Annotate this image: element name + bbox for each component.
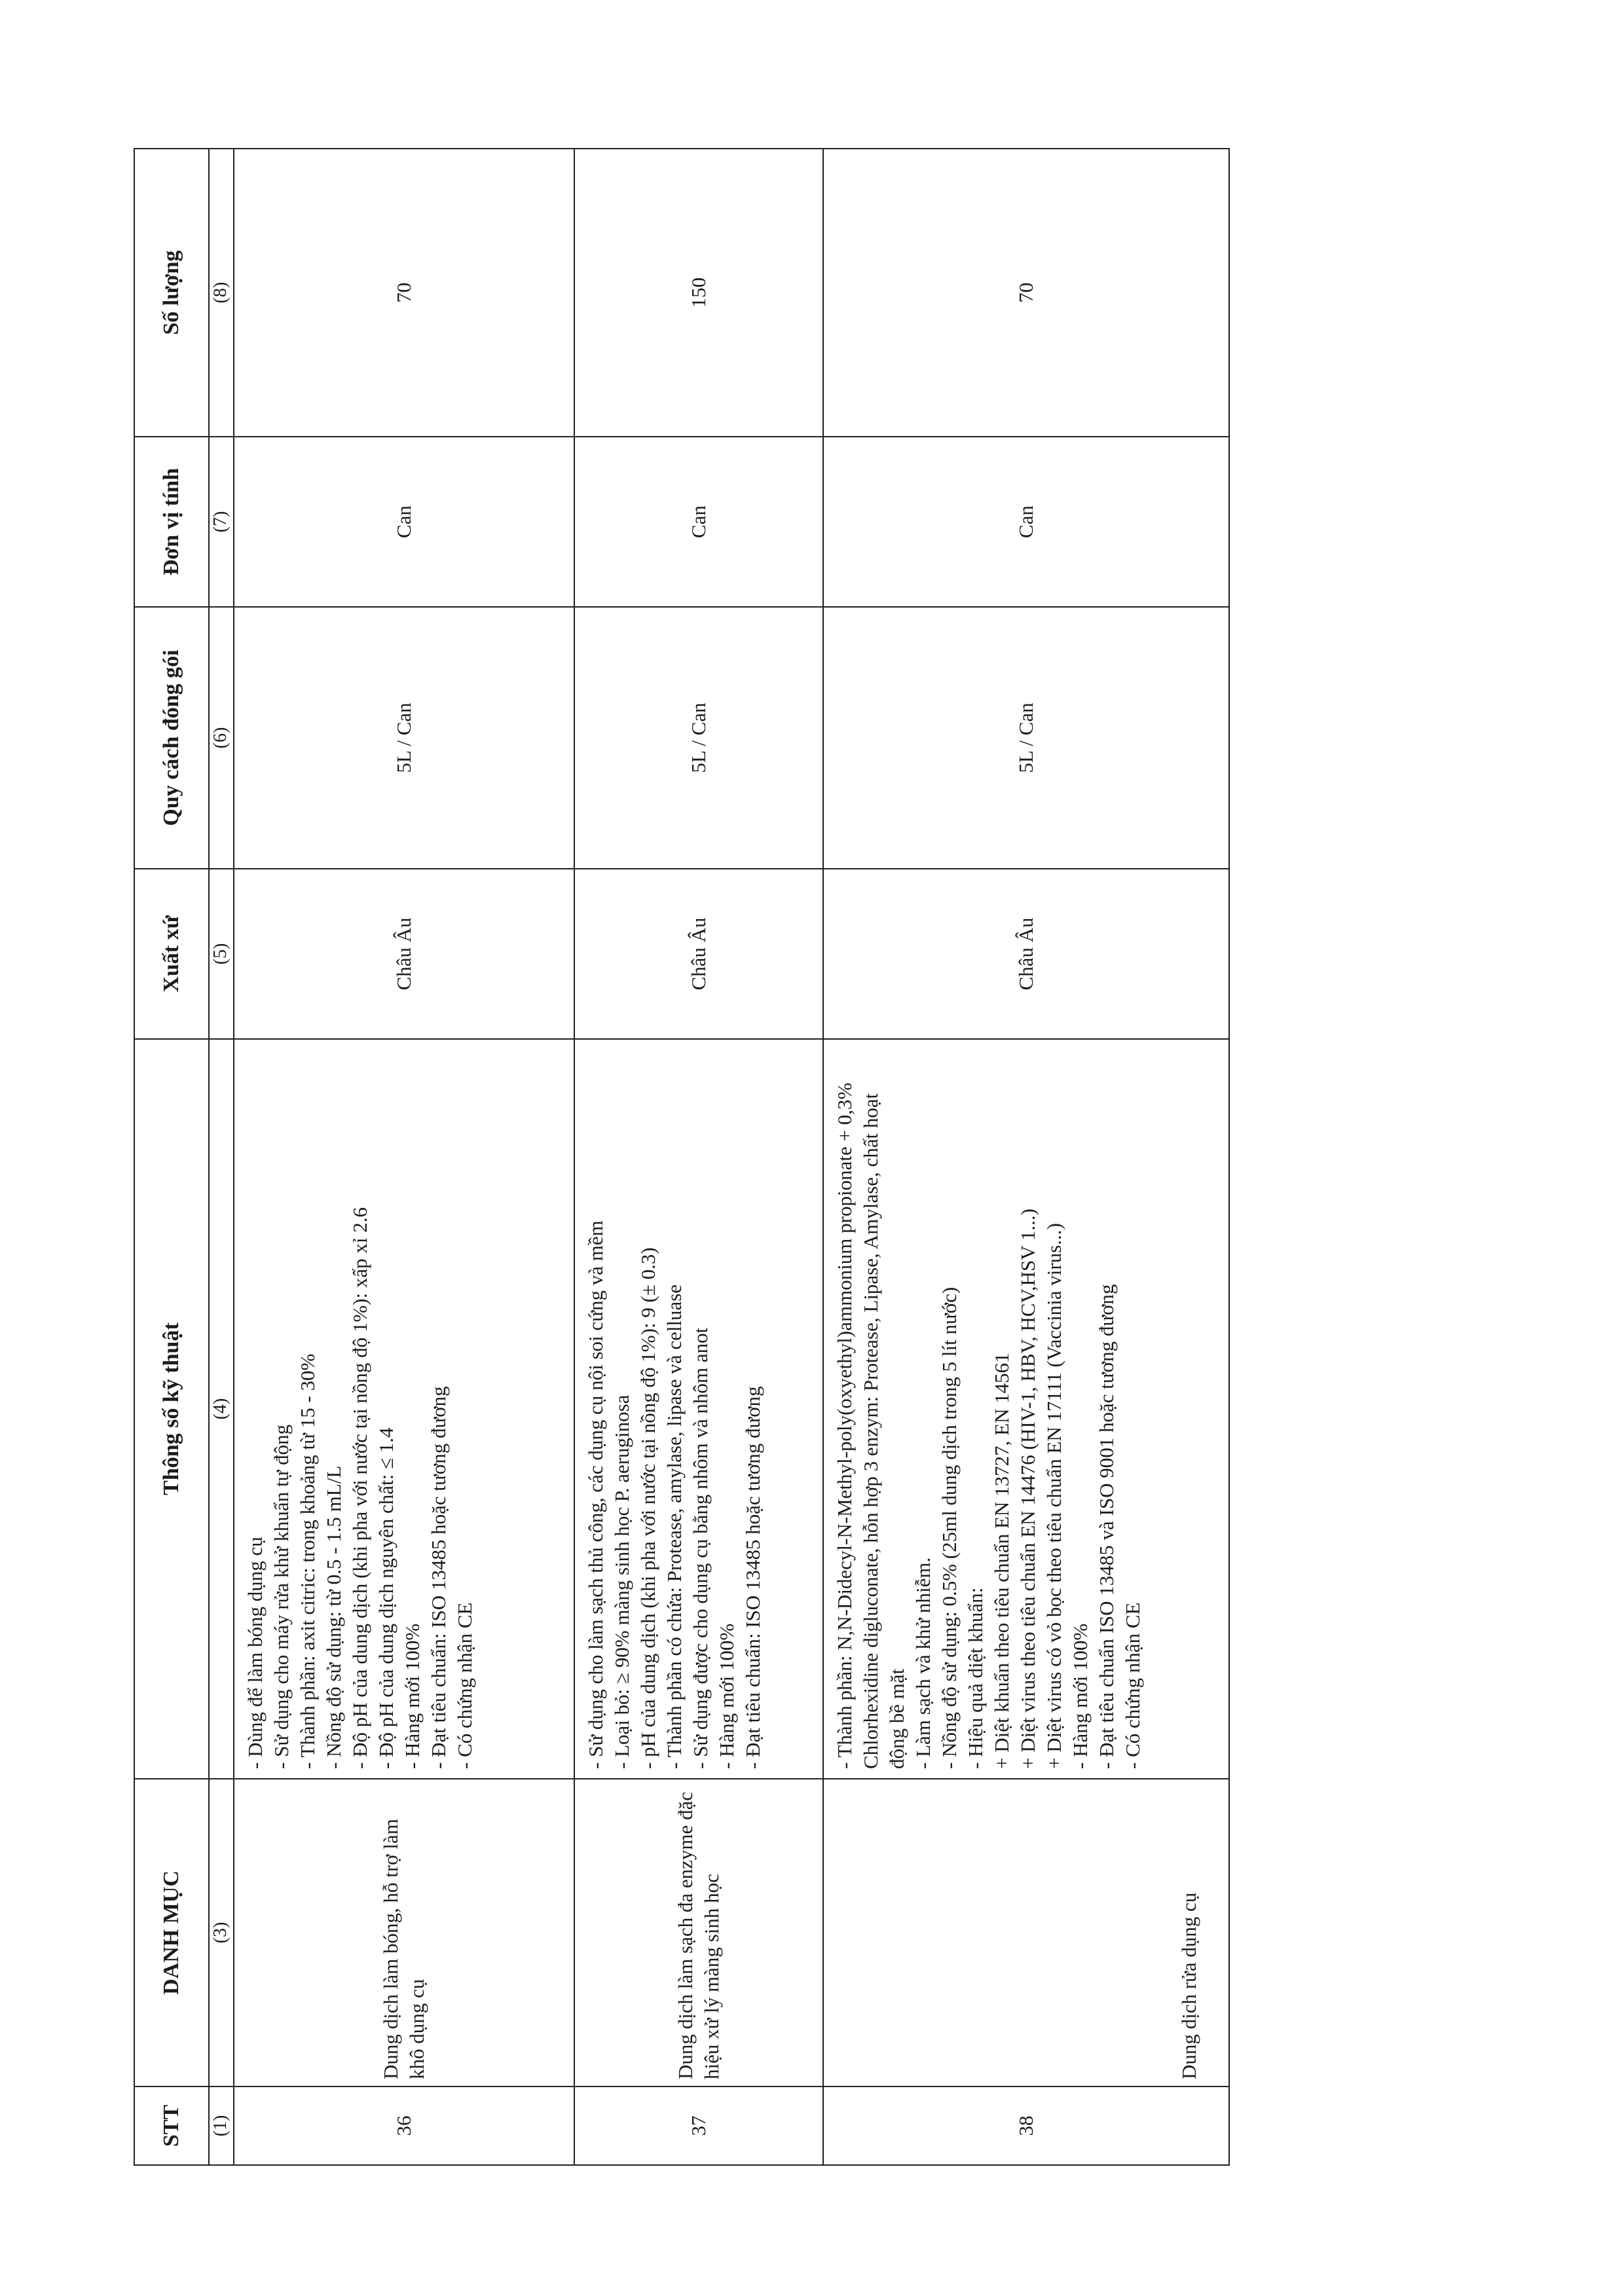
spec-line: + Diệt khuẩn theo tiêu chuẩn EN 13727, EN 14561 <box>990 1353 1013 1769</box>
row-stt: 36 <box>234 2086 574 2165</box>
row-specs <box>234 1039 574 1779</box>
spec-line: - Dùng để làm bóng dụng cụ <box>244 1537 267 1769</box>
row-packing: 5L / Can <box>574 607 823 869</box>
table-row <box>823 149 1229 2165</box>
spec-line: - Hàng mới 100% <box>401 1623 424 1769</box>
row-stt: 38 <box>823 2086 1229 2165</box>
row-name: Dung dịch làm sạch đa enzyme đặc hiệu xử lý màng sinh học <box>574 1779 823 2086</box>
rotated-table-page <box>134 149 1299 2166</box>
spec-line: - Đạt tiêu chuẩn: ISO 13485 hoặc tương đương <box>741 1386 764 1769</box>
spec-line: + Diệt virus có vỏ bọc theo tiêu chuẩn EN 17111 (Vaccinia virus...) <box>1043 1223 1065 1769</box>
index-cell: (8) <box>209 149 234 437</box>
spec-line: - Loại bỏ: ≥ 90% màng sinh học P. aeruginosa <box>610 1394 633 1769</box>
header-quy-cach: Quy cách đóng gói <box>134 607 209 869</box>
spec-line: - Hàng mới 100% <box>715 1623 738 1769</box>
spec-line: - Làm sạch và khử nhiễm. <box>912 1557 934 1769</box>
row-specs <box>574 1039 823 1779</box>
row-origin: Châu Âu <box>823 869 1229 1039</box>
table-row <box>234 149 574 2165</box>
row-unit: Can <box>823 437 1229 607</box>
header-row <box>134 149 209 2165</box>
spec-line: - Nồng độ sử dụng: từ 0.5 - 1.5 mL/L <box>322 1465 345 1769</box>
spec-line: - Độ pH của dung dịch (khi pha với nước tại nồng độ 1%): xấp xỉ 2.6 <box>348 1207 371 1769</box>
header-so-luong: Số lượng <box>134 149 209 437</box>
spec-line: - Sử dụng được cho dụng cụ bằng nhôm và nhôm anot <box>689 1327 712 1769</box>
spec-line: - Có chứng nhận CE <box>1121 1602 1144 1769</box>
row-packing: 5L / Can <box>234 607 574 869</box>
row-unit: Can <box>574 437 823 607</box>
spec-line: - Thành phần: N,N-Didecyl-N-Methyl-poly(oxyethyl)ammonium propionate + 0,3% Chlorhexidine digluconate, hỗn hợp 3 enzym: Protease, Lipase, Amylase, chất hoạt động bề mặt <box>833 1082 908 1769</box>
spec-line: - Sử dụng cho làm sạch thủ công, các dụng cụ nội soi cứng và mềm <box>584 1220 607 1769</box>
row-stt: 37 <box>574 2086 823 2165</box>
header-xuat-xu: Xuất xứ <box>134 869 209 1039</box>
header-danh-muc: DANH MỤC <box>134 1779 209 2086</box>
row-qty: 150 <box>574 149 823 437</box>
row-name: Dung dịch rửa dụng cụ <box>823 1779 1229 2086</box>
header-don-vi: Đơn vị tính <box>134 437 209 607</box>
row-qty: 70 <box>823 149 1229 437</box>
header-thong-so: Thông số kỹ thuật <box>134 1039 209 1779</box>
spec-line: - Đạt tiêu chuẩn: ISO 13485 hoặc tương đương <box>427 1386 450 1769</box>
index-cell: (5) <box>209 869 234 1039</box>
row-origin: Châu Âu <box>574 869 823 1039</box>
row-origin: Châu Âu <box>234 869 574 1039</box>
spec-line: - Sử dụng cho máy rửa khử khuẩn tự động <box>270 1424 293 1769</box>
spec-line: - pH của dung dịch (khi pha với nước tại nồng độ 1%): 9 (± 0.3) <box>637 1247 659 1769</box>
specification-table <box>134 148 1230 2166</box>
spec-line: + Diệt virus theo tiêu chuẩn EN 14476 (HIV-1, HBV, HCV,HSV 1...) <box>1016 1209 1039 1769</box>
spec-line: - Hàng mới 100% <box>1069 1623 1092 1769</box>
row-name: Dung dịch làm bóng, hỗ trợ làm khô dụng cụ <box>234 1779 574 2086</box>
row-packing: 5L / Can <box>823 607 1229 869</box>
index-cell: (6) <box>209 607 234 869</box>
spec-line: - Hiệu quả diệt khuẩn: <box>964 1587 987 1769</box>
index-cell: (1) <box>209 2086 234 2165</box>
table-row <box>574 149 823 2165</box>
index-cell: (4) <box>209 1039 234 1779</box>
spec-line: - Đạt tiêu chuẩn ISO 13485 và ISO 9001 hoặc tương đương <box>1095 1284 1118 1769</box>
spec-line: - Có chứng nhận CE <box>453 1602 476 1769</box>
header-stt: STT <box>134 2086 209 2165</box>
index-row <box>209 149 234 2165</box>
spec-line: - Thành phần có chứa: Protease, amylase, lipase và celluase <box>663 1284 686 1769</box>
row-specs <box>823 1039 1229 1779</box>
spec-line: - Nồng độ sử dụng: 0.5% (25ml dung dịch trong 5 lít nước) <box>938 1286 961 1769</box>
spec-line: - Thành phần: axit citric: trong khoảng từ 15 - 30% <box>296 1353 319 1769</box>
row-unit: Can <box>234 437 574 607</box>
index-cell: (3) <box>209 1779 234 2086</box>
row-qty: 70 <box>234 149 574 437</box>
index-cell: (7) <box>209 437 234 607</box>
spec-line: - Độ pH của dung dịch nguyên chất: ≤ 1.4 <box>375 1427 397 1769</box>
